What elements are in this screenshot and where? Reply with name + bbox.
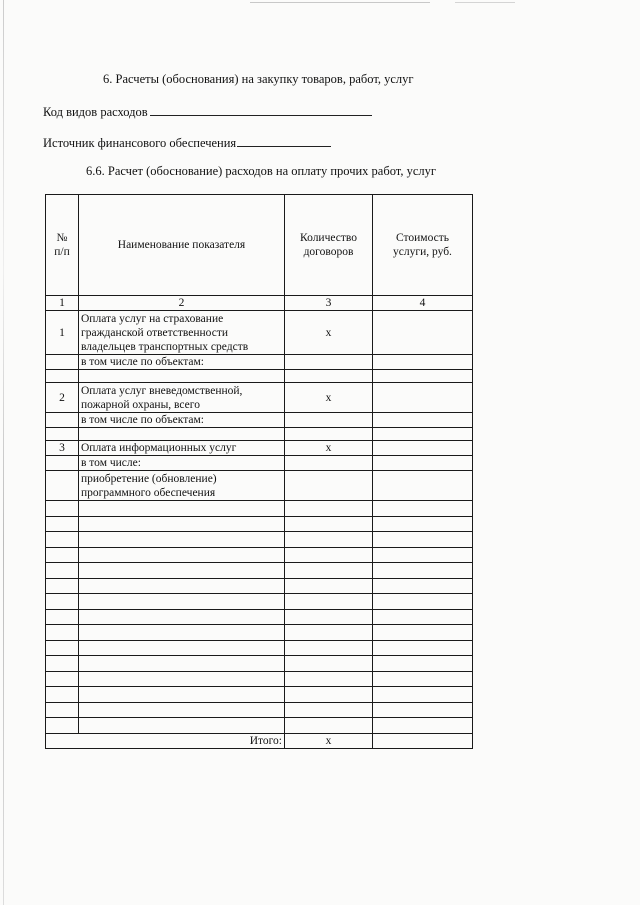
cell[interactable] [285,370,373,383]
empty-cell[interactable] [285,656,373,672]
empty-cell[interactable] [373,671,473,687]
empty-cell [46,594,79,610]
row-1-cost[interactable] [373,311,473,355]
empty-cell[interactable] [79,563,285,579]
header-name-text: Наименование показателя [117,239,246,251]
table-row [46,441,473,456]
total-label: Итого: [46,733,285,748]
table-row [46,471,473,501]
empty-cell[interactable] [79,547,285,563]
empty-table-row [46,702,473,718]
empty-cell[interactable] [373,563,473,579]
row-2-sub-label: в том числе по объектам: [79,413,285,428]
empty-table-row [46,656,473,672]
empty-cell[interactable] [79,671,285,687]
empty-cell[interactable] [373,718,473,734]
empty-cell[interactable] [285,718,373,734]
empty-cell[interactable] [79,687,285,703]
empty-cell [46,532,79,548]
col-number-3: 3 [285,296,373,311]
empty-cell[interactable] [373,609,473,625]
empty-cell[interactable] [373,640,473,656]
cell[interactable] [373,370,473,383]
table-row [46,456,473,471]
empty-cell [46,501,79,517]
empty-cell[interactable] [285,547,373,563]
row-3-item-cost[interactable] [373,471,473,501]
cell [46,370,79,383]
row-2-name: Оплата услуг вневедомственной, пожарной охраны, всего [79,383,285,413]
empty-cell [46,671,79,687]
funding-source-field [43,135,331,151]
empty-cell[interactable] [373,532,473,548]
empty-cell[interactable] [79,532,285,548]
total-qty: x [285,733,373,748]
funding-source-label: Источник финансового обеспечения [43,136,237,150]
row-2-qty: x [285,383,373,413]
col-number-1: 1 [46,296,79,311]
empty-cell [46,578,79,594]
expense-code-label: Код видов расходов [43,105,148,119]
header-num [46,195,79,296]
empty-cell [46,547,79,563]
empty-cell[interactable] [79,625,285,641]
empty-cell[interactable] [79,501,285,517]
empty-table-row [46,671,473,687]
empty-cell[interactable] [79,640,285,656]
empty-cell [46,718,79,734]
table-row [46,428,473,441]
row-1-sub-cost[interactable] [373,355,473,370]
empty-table-row [46,578,473,594]
empty-cell[interactable] [285,702,373,718]
empty-cell [46,563,79,579]
row-1-name: Оплата услуг на страхование гражданской ответственности владельцев транспортных средств [79,311,285,355]
cell[interactable] [373,428,473,441]
row-2-sub-num [46,413,79,428]
funding-source-blank[interactable] [237,135,331,147]
row-3-cost[interactable] [373,441,473,456]
expense-code-blank[interactable] [150,104,372,116]
header-cost-text: Стоимость услуги, руб. [393,232,452,258]
table-row [46,355,473,370]
empty-cell[interactable] [373,702,473,718]
row-2-num: 2 [46,383,79,413]
row-3-name: Оплата информационных услуг [79,441,285,456]
empty-table-row [46,547,473,563]
subsection-title: 6.6. Расчет (обоснование) расходов на оплату прочих работ, услуг [86,164,436,178]
empty-table-row [46,625,473,641]
empty-table-row [46,640,473,656]
empty-cell[interactable] [373,578,473,594]
empty-cell [46,687,79,703]
empty-cell[interactable] [373,516,473,532]
header-name [79,195,285,296]
cell[interactable] [79,428,285,441]
empty-cell[interactable] [373,501,473,517]
table-header-row [46,195,473,296]
row-3-item-label: приобретение (обновление) программного обеспечения [79,471,285,501]
empty-cell[interactable] [285,594,373,610]
expense-code-field [43,104,372,120]
empty-cell[interactable] [79,609,285,625]
empty-table-row [46,563,473,579]
total-row [46,733,473,748]
row-3-sub-qty[interactable] [285,456,373,471]
empty-cell[interactable] [373,625,473,641]
table-row [46,413,473,428]
empty-cell[interactable] [285,563,373,579]
row-1-qty: x [285,311,373,355]
row-1-sub-num [46,355,79,370]
empty-cell[interactable] [79,702,285,718]
total-cost[interactable] [373,733,473,748]
empty-cell [46,609,79,625]
row-3-sub-cost[interactable] [373,456,473,471]
empty-table-row [46,609,473,625]
row-3-sub-num [46,456,79,471]
empty-cell[interactable] [373,594,473,610]
empty-cell[interactable] [285,501,373,517]
empty-cell [46,516,79,532]
header-qty-text: Количество договоров [300,232,357,258]
cell [46,428,79,441]
empty-cell [46,656,79,672]
empty-cell [46,640,79,656]
page-edge-top-2 [455,2,515,3]
empty-table-row [46,532,473,548]
empty-cell [46,702,79,718]
empty-cell[interactable] [79,578,285,594]
empty-cell[interactable] [285,687,373,703]
empty-cell[interactable] [373,547,473,563]
row-3-qty: x [285,441,373,456]
empty-cell[interactable] [79,656,285,672]
row-3-item-qty[interactable] [285,471,373,501]
empty-cell[interactable] [373,687,473,703]
empty-table-row [46,501,473,517]
row-2-sub-qty[interactable] [285,413,373,428]
table-row [46,311,473,355]
header-qty [285,195,373,296]
section-title: 6. Расчеты (обоснования) на закупку товаров, работ, услуг [103,72,414,86]
page-edge-top [250,2,430,3]
table-row [46,383,473,413]
empty-rows [46,501,473,734]
empty-cell[interactable] [285,671,373,687]
row-3-item-num [46,471,79,501]
empty-cell[interactable] [285,609,373,625]
cell[interactable] [79,370,285,383]
table-row [46,370,473,383]
header-num-text: № п/п [54,232,70,258]
col-number-2: 2 [79,296,285,311]
empty-cell[interactable] [285,532,373,548]
empty-cell[interactable] [285,625,373,641]
row-1-sub-qty[interactable] [285,355,373,370]
empty-table-row [46,718,473,734]
cell[interactable] [285,428,373,441]
row-1-num: 1 [46,311,79,355]
row-1-sub-label: в том числе по объектам: [79,355,285,370]
empty-table-row [46,687,473,703]
col-number-4: 4 [373,296,473,311]
empty-cell[interactable] [285,516,373,532]
empty-cell[interactable] [79,594,285,610]
empty-cell[interactable] [79,718,285,734]
empty-cell[interactable] [79,516,285,532]
column-number-row [46,296,473,311]
empty-cell[interactable] [285,640,373,656]
row-3-sub-label: в том числе: [79,456,285,471]
page-edge [3,0,4,905]
empty-table-row [46,594,473,610]
empty-cell[interactable] [373,656,473,672]
calculation-table [45,194,473,749]
row-3-num: 3 [46,441,79,456]
empty-cell[interactable] [285,578,373,594]
empty-table-row [46,516,473,532]
header-cost [373,195,473,296]
row-2-cost[interactable] [373,383,473,413]
row-2-sub-cost[interactable] [373,413,473,428]
empty-cell [46,625,79,641]
